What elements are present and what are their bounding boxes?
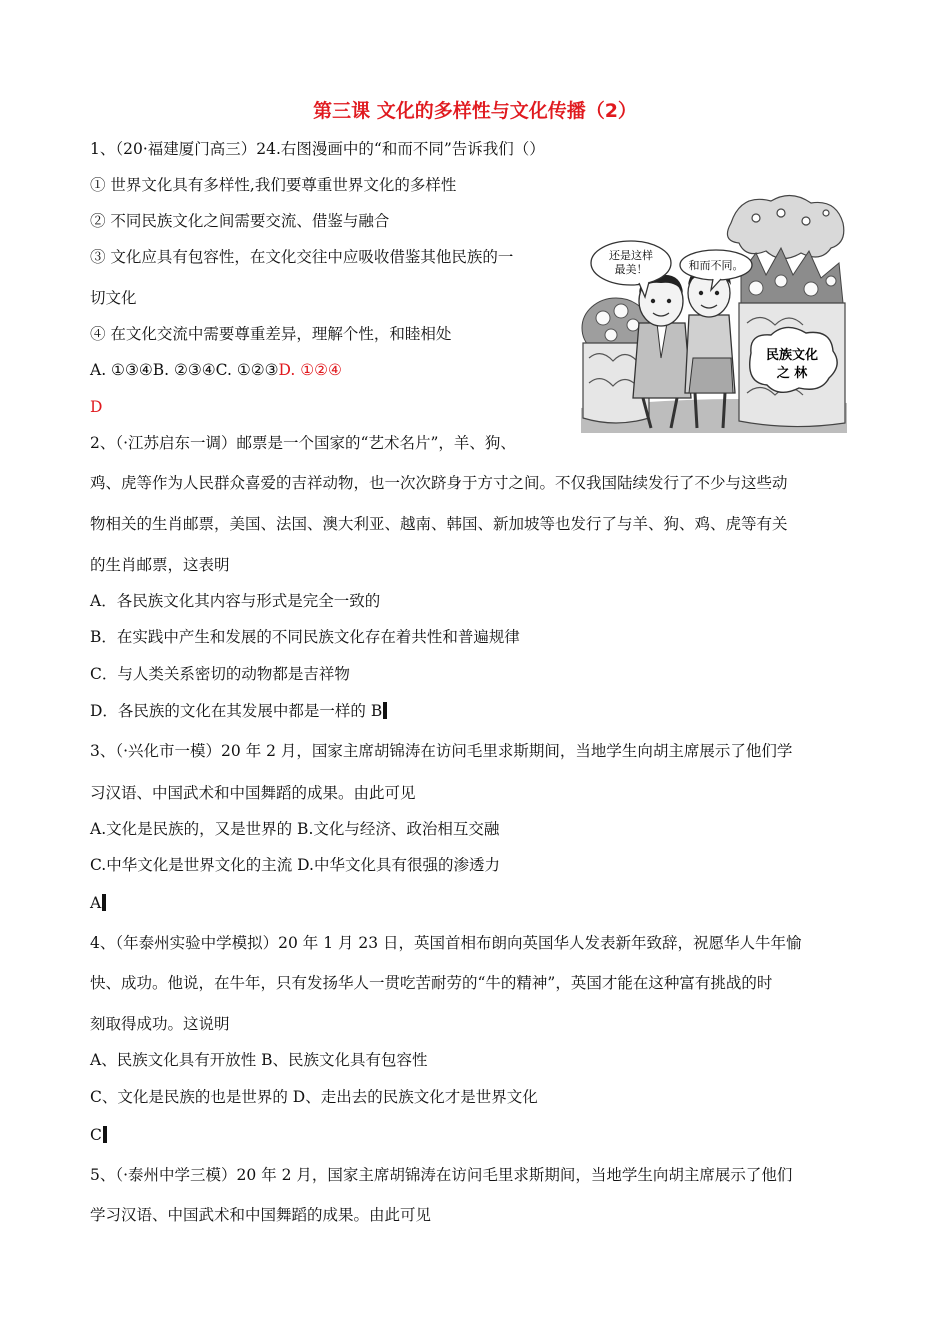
q2-option-a: A．各民族文化其内容与形式是完全一致的 [90, 592, 381, 610]
sign-line2: 之 林 [776, 366, 808, 381]
bubble-right-text: 和而不同。 [688, 259, 744, 272]
cartoon-illustration [581, 193, 847, 433]
q2-option-d-text: D．各民族的文化在其发展中都是一样的 [90, 702, 371, 720]
text-cursor [102, 894, 106, 911]
page-title: 第三课 文化的多样性与文化传播（2） [313, 100, 637, 122]
q5-line-1: 5、（·泰州中学三模）20 年 2 月，国家主席胡锦涛在访问毛里求斯期间，当地学生向胡主席展示了他们 [90, 1166, 793, 1184]
q1-choices-abc: A. ①③④B. ②③④C. ①②③ [90, 361, 279, 379]
q2-option-b: B．在实践中产生和发展的不同民族文化存在着共性和普遍规律 [90, 628, 520, 646]
q4-line-1: 4、（年泰州实验中学模拟）20 年 1 月 23 日，英国首相布朗向英国华人发表新年致辞，祝愿华人牛年愉 [90, 934, 802, 952]
q2-line-4: 的生肖邮票，这表明 [90, 556, 230, 574]
q1-option-1: ① 世界文化具有多样性,我们要尊重世界文化的多样性 [90, 176, 457, 194]
q3-answer-line [90, 892, 106, 914]
q3-line-1: 3、（·兴化市一模）20 年 2 月，国家主席胡锦涛在访问毛里求斯期间，当地学生向胡主席展示了他们学 [90, 742, 793, 760]
q3-answer: A [90, 894, 102, 912]
q4-answer: C [90, 1126, 102, 1144]
q3-line-2: 习汉语、中国武术和中国舞蹈的成果。由此可见 [90, 784, 416, 802]
q3-options-cd: C.中华文化是世界文化的主流 D.中华文化具有很强的渗透力 [90, 856, 500, 874]
q2-option-c: C．与人类关系密切的动物都是吉祥物 [90, 665, 350, 683]
q1-option-3: ③ 文化应具有包容性，在文化交往中应吸收借鉴其他民族的一 [90, 248, 514, 266]
q2-line-2: 鸡、虎等作为人民群众喜爱的吉祥动物，也一次次跻身于方寸之间。不仅我国陆续发行了不少与这些动 [90, 474, 788, 492]
bubble-left-line1: 还是这样 [609, 249, 653, 262]
q1-answer: D [90, 398, 103, 416]
q1-stem: 1、（20·福建厦门高三）24.右图漫画中的“和而不同”告诉我们（） [90, 140, 545, 158]
q3-options-ab: A.文化是民族的，又是世界的 B.文化与经济、政治相互交融 [90, 820, 500, 838]
q1-option-3-cont: 切文化 [90, 289, 137, 307]
q4-answer-line [90, 1124, 107, 1146]
q1-choices [90, 359, 342, 381]
bubble-left-line2: 最美！ [614, 263, 648, 276]
text-cursor [383, 702, 387, 719]
q4-options-ab: A、民族文化具有开放性 B、民族文化具有包容性 [90, 1051, 428, 1069]
q2-answer: B [370, 702, 383, 720]
q4-line-2: 快、成功。他说，在牛年，只有发扬华人一贯吃苦耐劳的“牛的精神”，英国才能在这种富有挑战的时 [90, 974, 773, 992]
text-cursor [103, 1126, 107, 1143]
q2-line-1: 2、（·江苏启东一调）邮票是一个国家的“艺术名片”，羊、狗、 [90, 434, 516, 452]
sign-line1: 民族文化 [765, 348, 819, 363]
q5-line-2: 学习汉语、中国武术和中国舞蹈的成果。由此可见 [90, 1206, 432, 1224]
q4-line-3: 刻取得成功。这说明 [90, 1015, 230, 1033]
q1-option-4: ④ 在文化交流中需要尊重差异，理解个性，和睦相处 [90, 325, 452, 343]
sign-board [750, 327, 837, 392]
q1-choice-d: D. ①②④ [278, 361, 342, 379]
q1-option-2: ② 不同民族文化之间需要交流、借鉴与融合 [90, 212, 390, 230]
tree-canopy [727, 195, 843, 258]
q4-options-cd: C、文化是民族的也是世界的 D、走出去的民族文化才是世界文化 [90, 1088, 538, 1106]
q2-option-d [90, 700, 387, 722]
q2-line-3: 物相关的生肖邮票，美国、法国、澳大利亚、越南、韩国、新加坡等也发行了与羊、狗、鸡、虎等有关 [90, 515, 788, 533]
